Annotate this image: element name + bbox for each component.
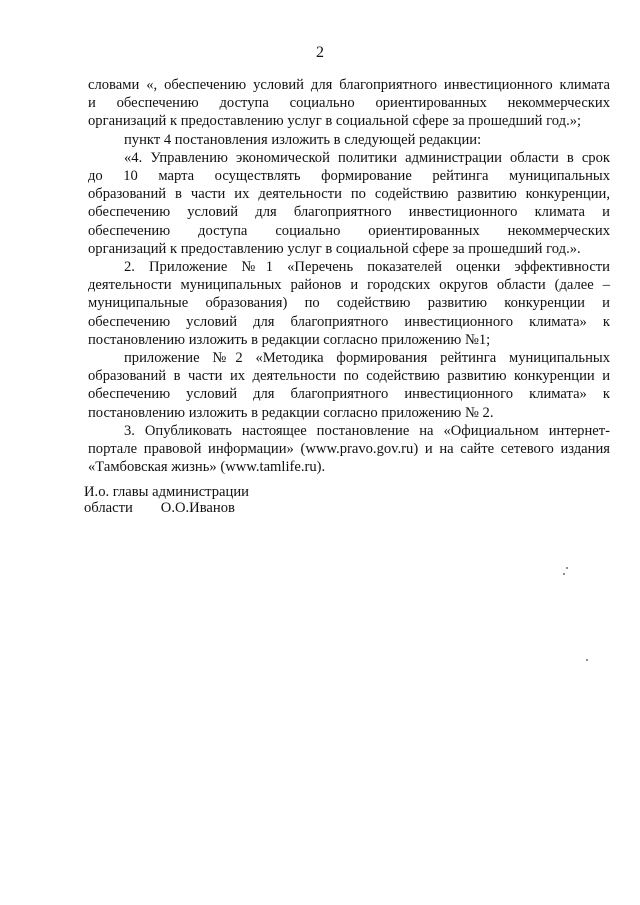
text-line: «Тамбовская жизнь» (www.tamlife.ru). [88,459,326,476]
text-line: обеспечению условий для благоприятного инвестиционного климата и [88,204,610,221]
paragraph [88,349,610,422]
text-line: до 10 марта осуществлять формирование рейтинга муниципальных [88,168,610,185]
text-line: пункт 4 постановления изложить в следующей редакции: [124,131,482,148]
text-line: обеспечению доступа социально ориентированных некоммерческих [88,222,610,239]
signature-block [84,484,249,516]
text-line: 2. Приложение №1 «Перечень показателей оценки эффективности [124,259,610,276]
page-number: 2 [316,44,324,61]
signatory-name: О.О.Иванов [160,500,235,516]
text-line: 3. Опубликовать настоящее постановление на «Официальном интернет- [124,422,610,439]
text-line: деятельности муниципальных районов и городских округов области (далее – [88,277,610,294]
text-line: постановлению изложить в редакции согласно приложению № 2. [88,404,494,421]
document-body [88,76,610,476]
signatory-region: области [84,500,133,516]
scan-speck [566,567,568,569]
text-line: образований в части их деятельности по содействию развитию конкуренции и [88,368,610,385]
text-line: словами «, обеспечению условий для благоприятного инвестиционного климата [88,77,610,93]
text-line: приложение №2 «Методика формирования рейтинга муниципальных [124,350,610,367]
paragraph [88,258,610,349]
text-line: и обеспечению доступа социально ориентированных некоммерческих [88,95,610,112]
text-line: организаций к предоставлению услуг в социальной сфере за прошедший год.». [88,240,581,257]
paragraph [88,149,610,258]
text-line: организаций к предоставлению услуг в социальной сфере за прошедший год.»; [88,113,582,130]
text-line: постановлению изложить в редакции согласно приложению №1; [88,331,491,348]
signatory-row [84,500,249,516]
paragraph [88,131,610,149]
text-line: муниципальные образования) по содействию развитию конкуренции и [88,295,610,312]
paragraph [88,422,610,477]
scan-speck [586,659,588,661]
paragraph [88,76,610,131]
signatory-title: И.о. главы администрации [84,484,249,500]
scan-speck [563,573,565,575]
text-line: обеспечению условий для благоприятного инвестиционного климата» к [88,386,610,403]
text-line: образований в части их деятельности по содействию развитию конкуренции, [88,186,610,203]
text-line: портале правовой информации» (www.pravo.gov.ru) и на сайте сетевого издания [88,441,610,458]
text-line: обеспечению условий для благоприятного инвестиционного климата» к [88,313,610,330]
text-line: «4. Управлению экономической политики администрации области в срок [124,149,610,166]
